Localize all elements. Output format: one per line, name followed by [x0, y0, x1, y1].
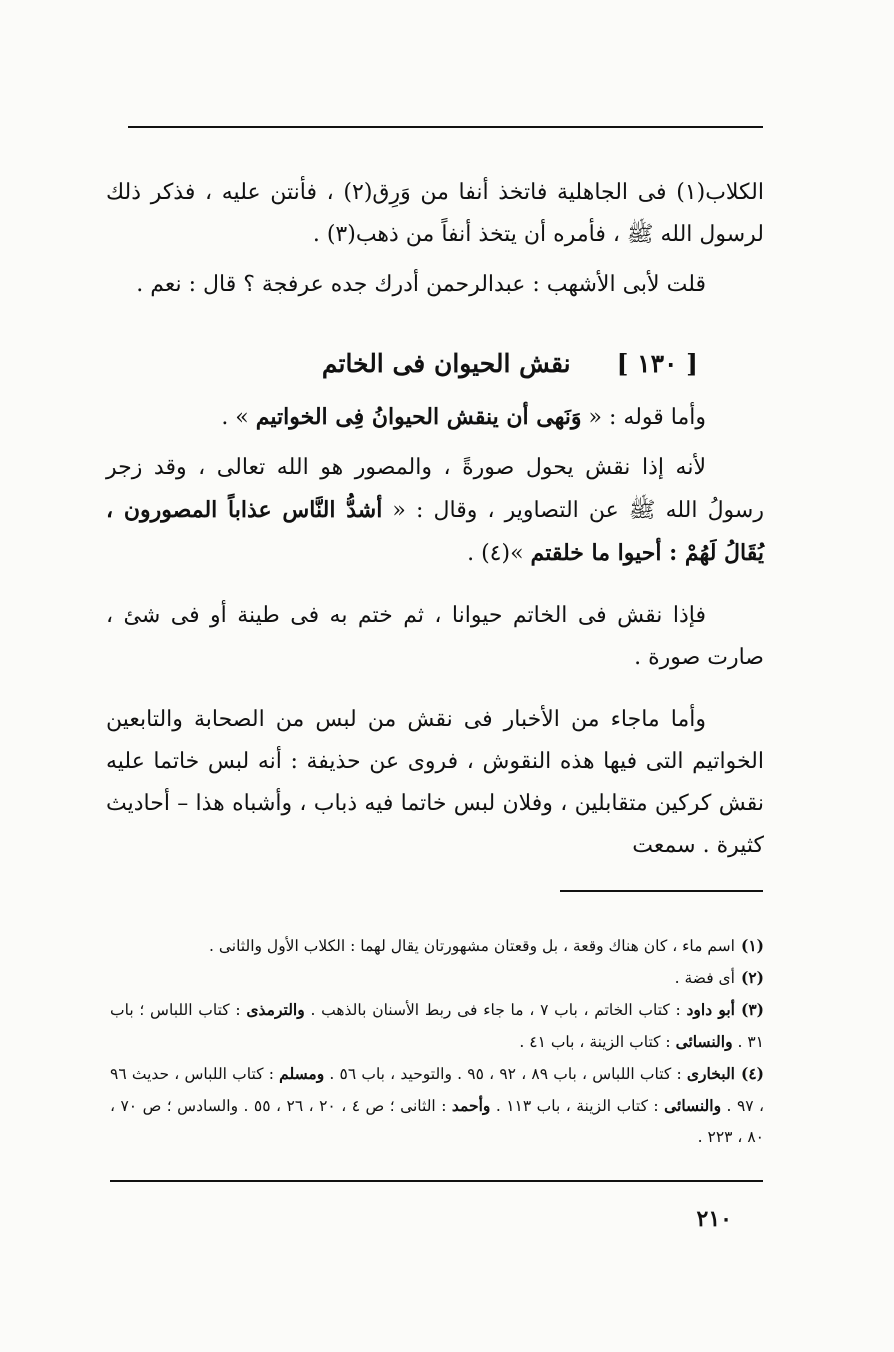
- paragraph: فإذا نقش فى الخاتم حيوانا ، ثم ختم به فى طينة أو فى شئ ، صارت صورة .: [106, 603, 764, 670]
- footnotes: [110, 930, 764, 1153]
- footnote-number: (٢): [740, 968, 764, 987]
- source-name: أبو داود: [686, 1000, 735, 1019]
- source-name: والترمذى: [246, 1000, 305, 1019]
- footnote-text: : الثانى ؛ ص ٤ ، ٢٠ ، ٢٦ ، ٥٥ . والسادس ؛ ص ٧٠ ، ٨٠ ، ٢٢٣ .: [110, 1097, 764, 1146]
- footnote: [110, 1058, 764, 1153]
- source-name: البخارى: [686, 1064, 735, 1083]
- bottom-rule: [110, 1180, 763, 1182]
- text-run: لأنه إذا نقش يحول صورةً ، والمصور هو الله تعالى ، وقد زجر رسولُ الله ﷺ عن التصاوير ، وقال : «: [106, 455, 764, 523]
- source-name: وأحمد: [451, 1096, 491, 1115]
- section-title: نقش الحيوان فى الخاتم: [321, 349, 571, 378]
- footnote-text: اسم ماء ، كان هناك وقعة ، بل وقعتان مشهورتان يقال لهما : الكلاب الأول والثانى .: [209, 937, 735, 955]
- main-text: [106, 172, 764, 867]
- footnote: [110, 962, 764, 994]
- footnote-text: : كتاب اللباس ، حديث ٩٦ ، ٩٧ .: [110, 1065, 765, 1115]
- footnote: [110, 930, 764, 962]
- quoted-text: وَنَهى أن ينقش الحيوانُ فِى الخواتيم: [255, 404, 582, 430]
- source-name: والنسائى: [664, 1096, 722, 1115]
- text-run: وأما قوله : «: [581, 405, 706, 430]
- top-rule: [128, 126, 763, 128]
- section-number: [ ١٣٠ ]: [616, 349, 698, 378]
- footnote-text: : كتاب الخاتم ، باب ٧ ، ما جاء فى ربط الأسنان بالذهب .: [304, 1001, 687, 1019]
- paragraph: [106, 447, 764, 575]
- footnote-text: أى فضة .: [674, 969, 735, 987]
- hadith-quote: أشدُّ النَّاس عذاباً المصورون ، يُقَالُ لَهُمْ : أحيوا ما خلقتم: [106, 497, 764, 566]
- footnote-number: (٣): [740, 1000, 764, 1019]
- section-heading: [106, 340, 764, 388]
- footnote: [110, 994, 764, 1058]
- paragraph: قلت لأبى الأشهب : عبدالرحمن أدرك جده عرفجة ؟ قال : نعم .: [136, 272, 706, 297]
- footnote-number: (١): [740, 936, 764, 955]
- paragraph: الكلاب(١) فى الجاهلية فاتخذ أنفا من وَرِق(٢) ، فأنتن عليه ، فذكر ذلك لرسول الله ﷺ ، فأمره أن يتخذ أنفاً من ذهب(٣) .: [106, 180, 764, 247]
- footnote-text: : كتاب اللباس ، باب ٨٩ ، ٩٢ ، ٩٥ . والتوحيد ، باب ٥٦ .: [324, 1065, 687, 1083]
- source-name: والنسائى: [675, 1032, 733, 1051]
- text-run: » .: [221, 405, 256, 430]
- footnote-text: : كتاب اللباس ؛ باب ٣١ .: [110, 1001, 764, 1051]
- paragraph: [106, 396, 764, 439]
- footnote-number: (٤): [740, 1064, 764, 1083]
- source-name: ومسلم: [279, 1064, 325, 1083]
- text-run: »(٤) .: [467, 541, 531, 566]
- page-number: ٢١٠: [696, 1206, 732, 1232]
- footnote-separator: [560, 890, 763, 892]
- footnote-text: : كتاب الزينة ، باب ٤١ .: [519, 1033, 676, 1051]
- paragraph: وأما ماجاء من الأخبار فى نقش من لبس من الصحابة والتابعين الخواتيم التى فيها هذه النقوش ، فروى عن حذيفة : أنه لبس خاتما عليه نقش كركين متقابلين ، وفلان لبس خاتما فيه ذباب ، وأشباه هذا – أحاديث كثيرة . سمعت: [106, 707, 764, 858]
- footnote-text: : كتاب الزينة ، باب ١١٣ .: [490, 1097, 665, 1115]
